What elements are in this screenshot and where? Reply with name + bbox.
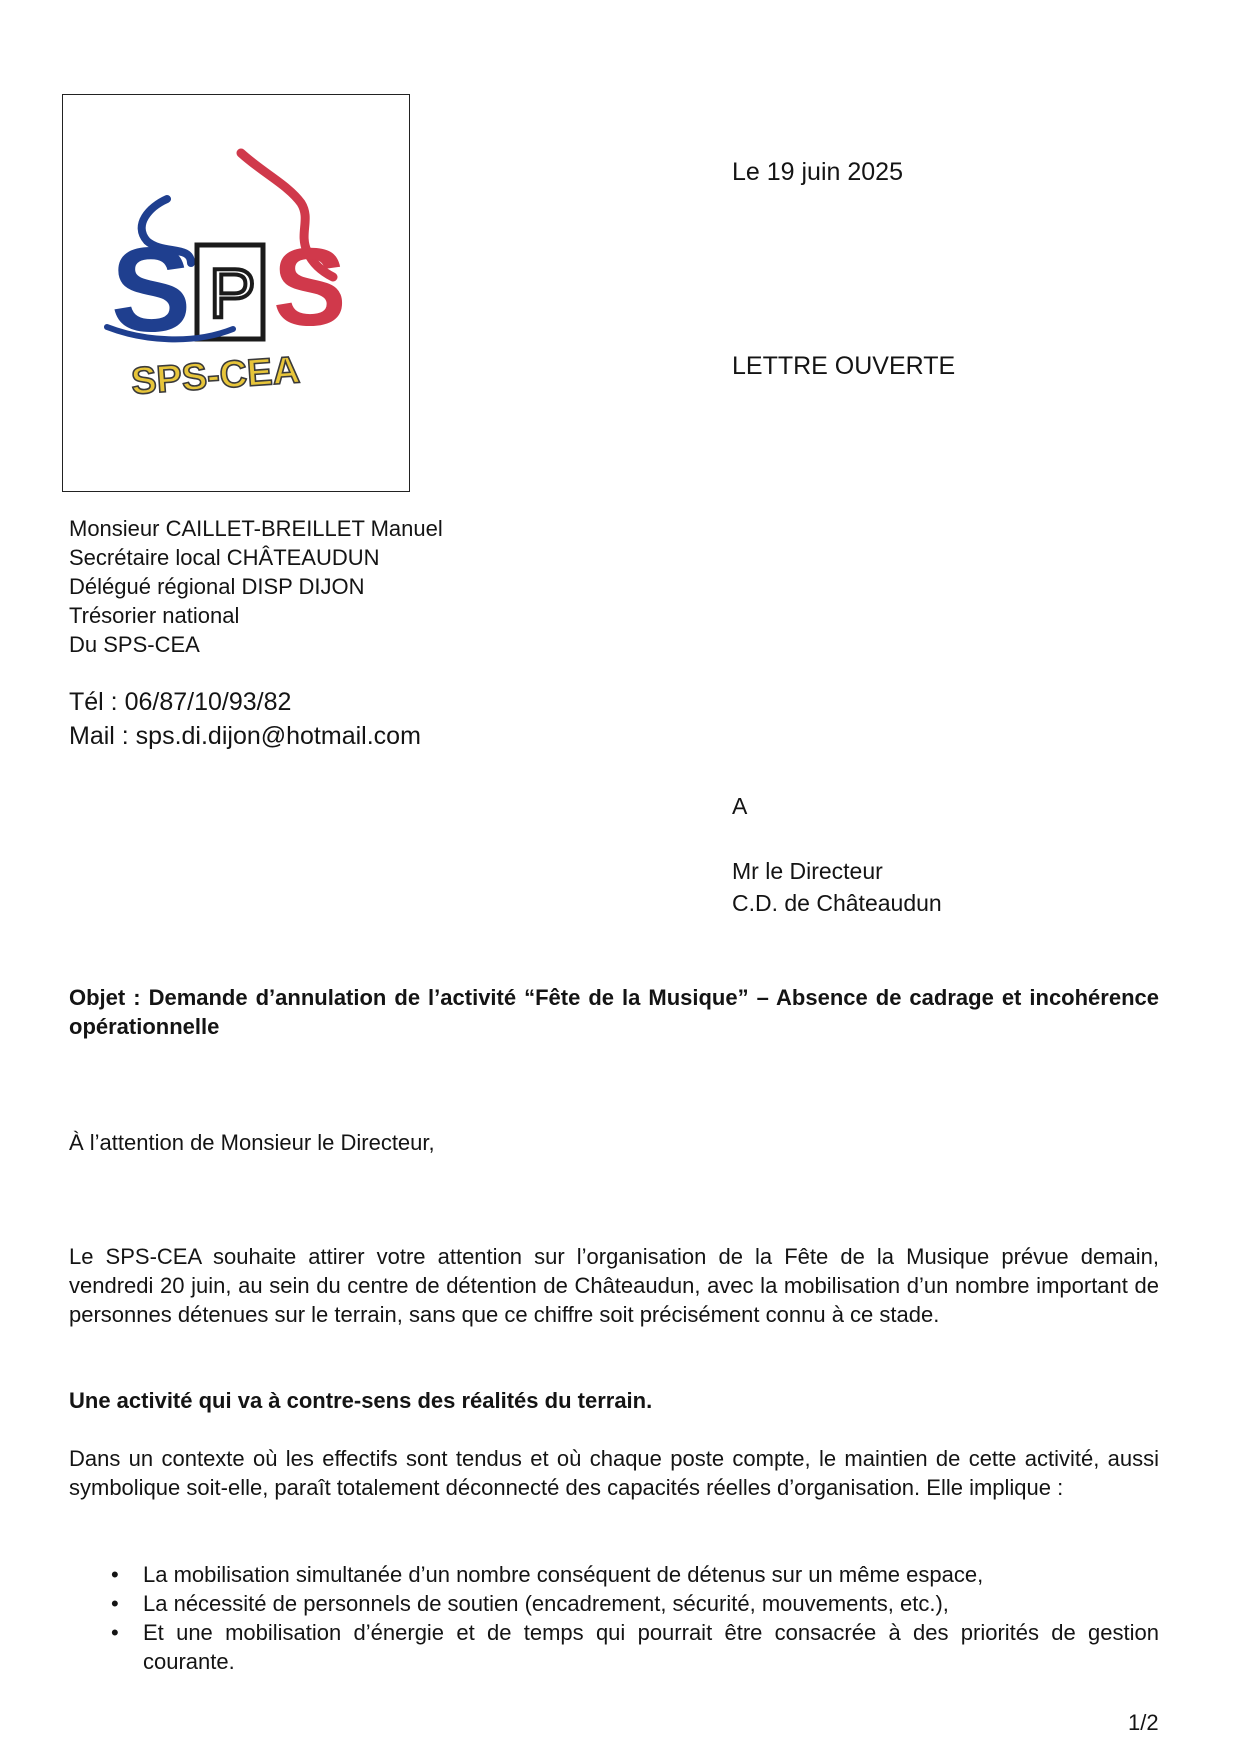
letter-subject: Objet : Demande d’annulation de l’activité “Fête de la Musique” – Absence de cadrage et incohérence opérationnelle [69, 985, 1159, 1039]
bullet-list [69, 1560, 1159, 1676]
section-heading: Une activité qui va à contre-sens des réalités du terrain. [69, 1388, 653, 1413]
list-item: • La nécessité de personnels de soutien (encadrement, sécurité, mouvements, etc.), [69, 1589, 1159, 1618]
logo-letter-s-red: S [273, 226, 347, 349]
sender-phone: Tél : 06/87/10/93/82 [69, 688, 292, 716]
list-item: • La mobilisation simultanée d’un nombre conséquent de détenus sur un même espace, [69, 1560, 1159, 1589]
recipient-line: C.D. de Châteaudun [732, 890, 942, 916]
logo-wordmark: SPS-CEA [129, 349, 302, 404]
body-paragraph-2: Dans un contexte où les effectifs sont tendus et où chaque poste compte, le maintien de cette activité, aussi symbolique soit-elle, paraît totalement déconnecté des capacités réelles d’organisation. Elle implique : [69, 1446, 1159, 1500]
letter-date: Le 19 juin 2025 [732, 158, 903, 186]
sender-block [69, 514, 443, 659]
letter-type: LETTRE OUVERTE [732, 352, 956, 380]
recipient-block [732, 855, 942, 919]
sps-cea-logo [62, 94, 410, 492]
recipient-prefix: A [732, 793, 748, 819]
sender-line: Du SPS-CEA [69, 632, 200, 657]
sender-line: Monsieur CAILLET-BREILLET Manuel [69, 516, 443, 541]
sps-logo-graphic [63, 95, 411, 493]
body-paragraph-1: Le SPS-CEA souhaite attirer votre attention sur l’organisation de la Fête de la Musique prévue demain, vendredi 20 juin, au sein du centre de détention de Châteaudun, avec la mobilisation d’un nombre important de personnes détenues sur le terrain, sans que ce chiffre soit précisément connu à ce stade. [69, 1244, 1159, 1327]
sender-email: Mail : sps.di.dijon@hotmail.com [69, 722, 421, 750]
sender-line: Trésorier national [69, 603, 240, 628]
page-number: 1/2 [1128, 1710, 1159, 1735]
logo-letter-p: P [209, 254, 256, 332]
logo-letter-s-blue: S [111, 223, 192, 357]
sender-line: Secrétaire local CHÂTEAUDUN [69, 545, 380, 570]
salutation: À l’attention de Monsieur le Directeur, [69, 1130, 435, 1155]
sender-line: Délégué régional DISP DIJON [69, 574, 365, 599]
recipient-line: Mr le Directeur [732, 858, 883, 884]
list-item: • Et une mobilisation d’énergie et de temps qui pourrait être consacrée à des priorités de gestion courante. [69, 1618, 1159, 1676]
